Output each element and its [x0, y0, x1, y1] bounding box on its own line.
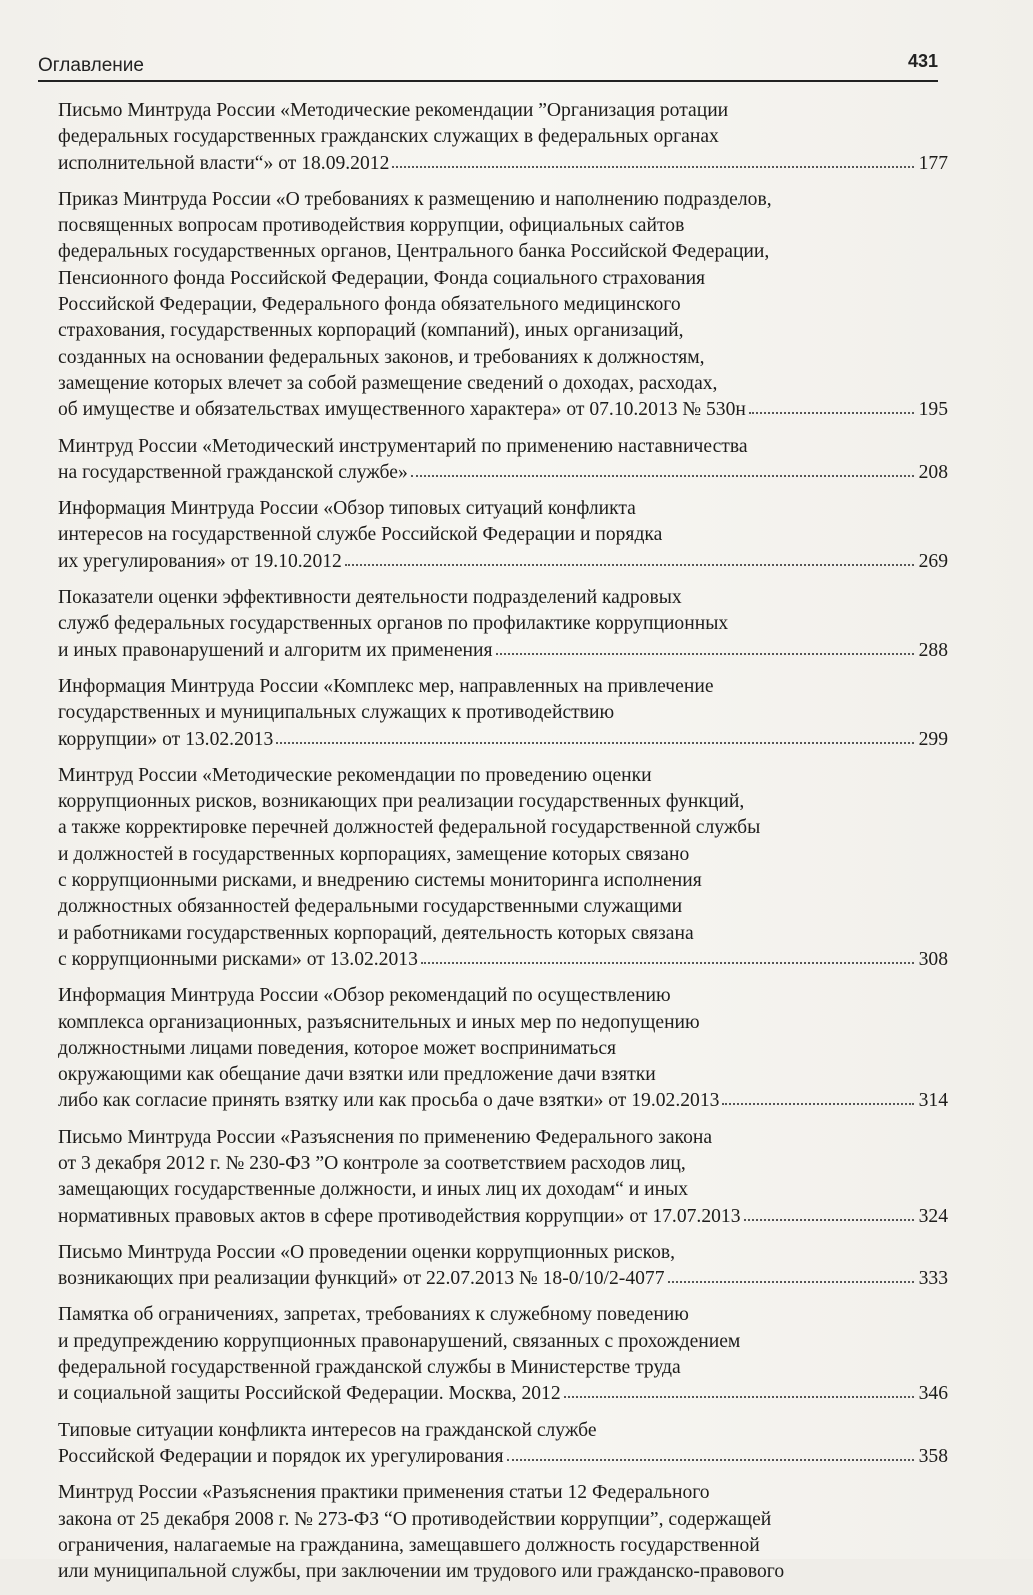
dot-leader: [668, 1266, 914, 1283]
toc-entry-last-line: [58, 1204, 948, 1230]
toc-page-number: 358: [918, 1445, 948, 1467]
toc-page-number: 288: [918, 639, 948, 661]
toc-entry-last-line: [58, 1088, 948, 1114]
dot-leader: [392, 151, 913, 168]
toc-entry-last-line: [58, 549, 948, 575]
toc-entry-text: на государственной гражданской службе»: [58, 461, 408, 483]
toc-entry-text: должностными лицами поведения, которое может восприниматься: [58, 1037, 617, 1059]
toc-entry-text: коррупционных рисков, возникающих при реализации государственных функций,: [58, 791, 745, 813]
toc-entry-last-line: [58, 397, 948, 423]
toc-entry-last-line: [58, 1266, 948, 1292]
toc-entry-text: их урегулирования» от 19.10.2012: [58, 550, 342, 572]
toc-entry-last-line: [58, 638, 948, 664]
toc-entry-text: интересов на государственной службе Российской Федерации и порядка: [58, 524, 663, 546]
toc-entry-last-line: [58, 151, 948, 177]
dot-leader: [507, 1444, 914, 1461]
toc-entry-text: закона от 25 декабря 2008 г. № 273-ФЗ “О противодействии коррупции”, содержащей: [58, 1508, 772, 1530]
toc-entry-text: Информация Минтруда России «Комплекс мер, направленных на привлечение: [58, 675, 714, 697]
toc-entry: [58, 496, 948, 575]
toc-entry-text: комплекса организационных, разъяснительных и иных мер по недопущению: [58, 1011, 700, 1033]
toc-entry-last-line: [58, 1381, 948, 1407]
toc-entry-text: государственных и муниципальных служащих к противодействию: [58, 702, 615, 724]
page-header: [38, 44, 938, 82]
dot-leader: [722, 1088, 913, 1105]
toc-entry-last-line: [58, 947, 948, 973]
toc-page-number: 346: [918, 1383, 948, 1405]
toc-page-number: 299: [918, 728, 948, 750]
toc-entry-text: Российской Федерации, Федерального фонда обязательного медицинского: [58, 294, 681, 316]
toc-entry-text: Письмо Минтруда России «Разъяснения по применению Федерального закона: [58, 1126, 713, 1148]
toc-entry: [58, 983, 948, 1114]
toc-entry: [58, 1302, 948, 1407]
toc-entry-text: а также корректировке перечней должностей федеральной государственной службы: [58, 817, 761, 839]
toc-entry-text: федеральных государственных органов, Центрального банка Российской Федерации,: [58, 241, 770, 263]
toc-page-number: 314: [918, 1090, 948, 1112]
toc-entry-text: Минтруд России «Разъяснения практики применения статьи 12 Федерального: [58, 1482, 710, 1504]
toc-entry: [58, 434, 948, 487]
toc-page-number: 308: [918, 948, 948, 970]
toc-entry-text: коррупции» от 13.02.2013: [58, 728, 274, 750]
toc-entry-text: от 3 декабря 2012 г. № 230-ФЗ ”О контроле за соответствием расходов лиц,: [58, 1152, 686, 1174]
toc-entry-text: Российской Федерации и порядок их урегулирования: [58, 1445, 504, 1467]
toc-entry: [58, 187, 948, 424]
toc-entry-text: служб федеральных государственных органов по профилактике коррупционных: [58, 613, 729, 635]
toc-entry: [58, 585, 948, 664]
toc-entry-text: с коррупционными рисками, и внедрению системы мониторинга исполнения: [58, 870, 702, 892]
toc-entry-text: посвященных вопросам противодействия коррупции, официальных сайтов: [58, 215, 685, 237]
toc-entry-text: окружающими как обещание дачи взятки или предложение дачи взятки: [58, 1064, 656, 1086]
toc-entry-text: страхования, государственных корпораций (компаний), иных организаций,: [58, 320, 684, 342]
toc-entry-text: либо как согласие принять взятку или как просьба о даче взятки» от 19.02.2013: [58, 1090, 720, 1112]
page-number: 431: [907, 51, 938, 71]
toc-entry-last-line: [58, 460, 948, 486]
toc-entry-text: Типовые ситуации конфликта интересов на гражданской службе: [58, 1419, 597, 1441]
toc-entry-text: и социальной защиты Российской Федерации. Москва, 2012: [58, 1383, 561, 1405]
dot-leader: [749, 397, 914, 414]
dot-leader: [564, 1381, 914, 1398]
dot-leader: [496, 638, 914, 655]
toc-page-number: 208: [918, 461, 948, 483]
toc-entry: [58, 1125, 948, 1230]
toc-entry: [58, 1480, 948, 1585]
toc-entry-text: Показатели оценки эффективности деятельности подразделений кадровых: [58, 587, 682, 609]
toc-entry: [58, 763, 948, 973]
toc-entry-text: Пенсионного фонда Российской Федерации, Фонда социального страхования: [58, 267, 706, 289]
toc-entry-text: с коррупционными рисками» от 13.02.2013: [58, 948, 418, 970]
toc-entry-text: Информация Минтруда России «Обзор типовых ситуаций конфликта: [58, 498, 636, 520]
toc-entry-text: Информация Минтруда России «Обзор рекомендаций по осуществлению: [58, 985, 671, 1007]
toc-page-number: 177: [918, 152, 948, 174]
toc-entry-last-line: [58, 727, 948, 753]
toc-entry-text: замещение которых влечет за собой размещение сведений о доходах, расходах,: [58, 372, 718, 394]
toc-entry-text: или муниципальной службы, при заключении им трудового или гражданско-правового: [58, 1561, 785, 1583]
toc-entry-text: исполнительной власти“» от 18.09.2012: [58, 152, 390, 174]
toc-entry-text: Минтруд России «Методические рекомендации по проведению оценки: [58, 764, 652, 786]
toc-page-number: 324: [918, 1205, 948, 1227]
toc-entry: [58, 1418, 948, 1471]
dot-leader: [276, 727, 913, 744]
toc-entry-text: нормативных правовых актов в сфере противодействия коррупции» от 17.07.2013: [58, 1205, 741, 1227]
toc-entry: [58, 1240, 948, 1293]
toc-entry-text: Минтруд России «Методический инструментарий по применению наставничества: [58, 435, 748, 457]
toc-entry-text: и предупреждению коррупционных правонарушений, связанных с прохождением: [58, 1330, 741, 1352]
toc-entry-text: и работниками государственных корпораций, деятельность которых связана: [58, 922, 694, 944]
toc-page-number: 333: [918, 1268, 948, 1290]
toc-entry-text: возникающих при реализации функций» от 22.07.2013 № 18-0/10/2-4077: [58, 1268, 665, 1290]
toc-entry-text: и должностей в государственных корпорациях, замещение которых связано: [58, 843, 690, 865]
table-of-contents: [58, 98, 948, 1595]
toc-entry-text: Приказ Минтруда России «О требованиях к размещению и наполнению подразделов,: [58, 188, 772, 210]
toc-entry-text: и иных правонарушений и алгоритм их применения: [58, 639, 493, 661]
toc-page-number: 195: [918, 399, 948, 421]
toc-entry: [58, 674, 948, 753]
toc-entry-text: должностных обязанностей федеральными государственными служащими: [58, 896, 683, 918]
toc-entry-text: федеральных государственных гражданских служащих в федеральных органах: [58, 126, 719, 148]
toc-entry-text: федеральной государственной гражданской службы в Министерстве труда: [58, 1357, 681, 1379]
dot-leader: [345, 549, 914, 566]
toc-page-number: 269: [918, 550, 948, 572]
toc-entry-text: об имуществе и обязательствах имущественного характера» от 07.10.2013 № 530н: [58, 399, 746, 421]
running-title: Оглавление: [38, 55, 144, 76]
dot-leader: [411, 460, 914, 477]
dot-leader: [744, 1204, 914, 1221]
toc-entry-text: Письмо Минтруда России «Методические рекомендации ”Организация ротации: [58, 100, 729, 121]
toc-entry: [58, 98, 948, 177]
dot-leader: [421, 947, 914, 964]
toc-entry-text: Письмо Минтруда России «О проведении оценки коррупционных рисков,: [58, 1241, 676, 1263]
toc-entry-last-line: [58, 1444, 948, 1470]
toc-entry-text: замещающих государственные должности, и иных лиц их доходам“ и иных: [58, 1179, 689, 1201]
toc-entry-text: Памятка об ограничениях, запретах, требованиях к служебному поведению: [58, 1304, 689, 1326]
toc-entry-text: созданных на основании федеральных законов, и требованиях к должностям,: [58, 346, 705, 368]
toc-entry-text: ограничения, налагаемые на гражданина, замещавшего должность государственной: [58, 1534, 760, 1556]
